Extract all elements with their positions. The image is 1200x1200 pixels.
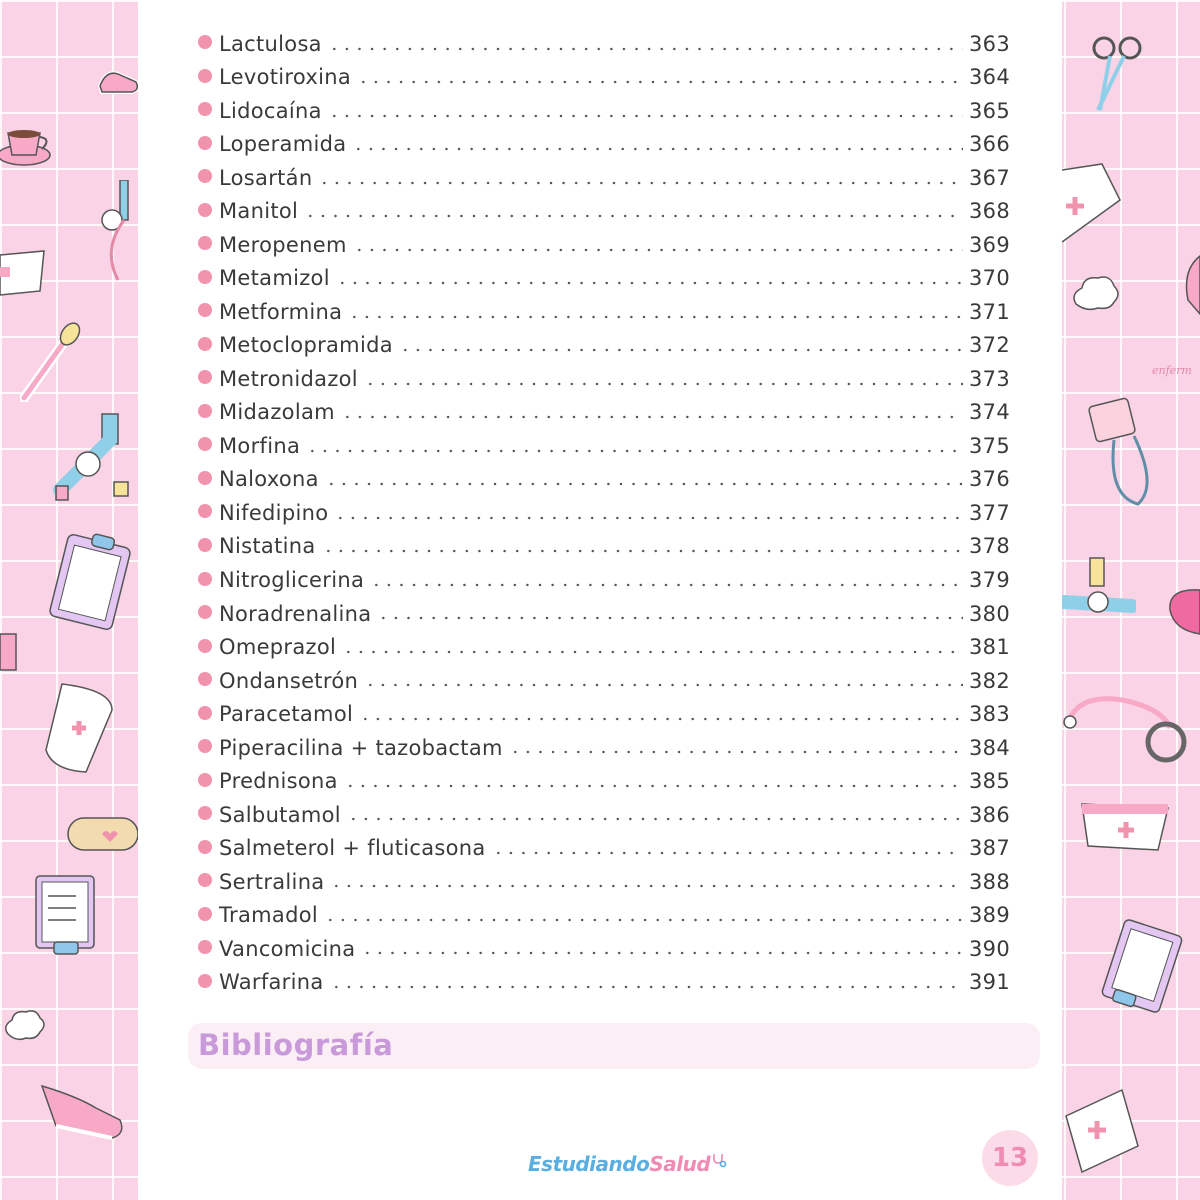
clipboard-icon — [34, 872, 98, 958]
toc-entry-page: 374 — [969, 400, 1010, 425]
section-title: Bibliografía — [198, 1028, 394, 1062]
toc-entry[interactable] — [198, 697, 1010, 731]
bullet-icon — [198, 907, 212, 921]
dot-leader — [341, 414, 963, 420]
bullet-icon — [198, 136, 212, 150]
toc-entry-name: Metamizol — [219, 266, 330, 291]
toc-entry-name: Salbutamol — [219, 802, 341, 827]
bullet-icon — [198, 102, 212, 116]
toc-entry-page: 382 — [969, 668, 1010, 693]
toc-entry-page: 379 — [969, 568, 1010, 592]
toc-entry[interactable] — [198, 228, 1010, 262]
dot-leader — [325, 481, 963, 487]
stethoscope-icon — [711, 1152, 727, 1168]
bullet-icon — [198, 35, 212, 49]
toc-entry-page: 380 — [969, 601, 1010, 626]
bullet-icon — [198, 974, 212, 988]
toc-entry[interactable] — [198, 496, 1010, 530]
toc-entry[interactable] — [198, 530, 1010, 564]
dot-leader — [306, 448, 963, 454]
watermark-text: enferm — [1152, 364, 1192, 377]
toc-entry-name: Levotiroxina — [219, 65, 352, 90]
toc-entry-page: 390 — [969, 936, 1010, 961]
dot-leader — [330, 883, 963, 889]
bullet-icon — [198, 437, 212, 451]
toc-entry-page: 367 — [969, 165, 1010, 190]
clipboard-icon — [48, 530, 134, 630]
bullet-icon — [198, 940, 212, 954]
dot-leader — [328, 46, 963, 52]
bullet-icon — [198, 806, 212, 820]
dot-leader — [377, 615, 963, 621]
toc-entry[interactable] — [198, 865, 1010, 899]
dot-leader — [370, 582, 963, 588]
bullet-icon — [198, 739, 212, 753]
dot-leader — [492, 850, 963, 856]
dot-leader — [336, 280, 963, 286]
page-number-badge — [982, 1130, 1038, 1186]
toc-entry-name: Manitol — [219, 199, 299, 224]
bullet-icon — [198, 471, 212, 485]
coffee-cup-icon — [0, 115, 58, 173]
logo-text-part2: Salud — [649, 1152, 711, 1176]
toc-entry-page: 370 — [969, 266, 1010, 291]
toc-entry[interactable] — [198, 563, 1010, 597]
page-number: 13 — [991, 1143, 1029, 1173]
toc-entry[interactable] — [198, 262, 1010, 296]
toc-entry-name: Metformina — [219, 299, 343, 324]
dot-leader — [330, 984, 963, 990]
bullet-icon — [198, 639, 212, 653]
bullet-icon — [198, 572, 212, 586]
dot-leader — [322, 548, 963, 554]
id-badge-icon — [1088, 396, 1160, 512]
bullet-icon — [198, 840, 212, 854]
dot-leader — [352, 146, 963, 152]
toc-entry[interactable] — [198, 27, 1010, 61]
dot-leader — [344, 783, 963, 789]
cloud-icon — [0, 1004, 46, 1050]
iv-valve-icon — [1062, 556, 1136, 628]
bullet-icon — [198, 504, 212, 518]
first-aid-kit-icon — [1062, 1086, 1140, 1176]
bullet-icon — [198, 873, 212, 887]
nurse-cap-icon — [1078, 800, 1172, 856]
toc-entry-page: 381 — [969, 635, 1010, 660]
scalpel-icon — [20, 322, 82, 402]
toc-entry-name: Salmeterol + fluticasona — [219, 836, 486, 861]
bullet-icon — [198, 303, 212, 317]
sneaker-icon — [36, 1076, 126, 1146]
table-of-contents — [198, 27, 1010, 999]
toc-entry-name: Ondansetrón — [219, 668, 359, 693]
toc-entry-page: 386 — [969, 802, 1010, 827]
toc-entry-name: Metoclopramida — [219, 333, 393, 358]
toc-entry[interactable] — [198, 932, 1010, 966]
logo-text-part1: Estudiando — [528, 1152, 650, 1176]
dot-leader — [334, 515, 963, 521]
toc-entry-name: Piperacilina + tazobactam — [219, 735, 503, 760]
toc-entry[interactable] — [198, 831, 1010, 865]
toc-entry[interactable] — [198, 396, 1010, 430]
toc-entry-page: 385 — [969, 769, 1010, 794]
toc-entry-name: Loperamida — [219, 132, 347, 157]
sneaker-icon — [1180, 250, 1200, 320]
bullet-icon — [198, 236, 212, 250]
dot-leader — [328, 113, 963, 119]
toc-entry[interactable] — [198, 597, 1010, 631]
toc-entry-page: 377 — [969, 500, 1010, 525]
toc-entry[interactable] — [198, 362, 1010, 396]
toc-entry-page: 391 — [969, 970, 1010, 995]
dot-leader — [304, 213, 963, 219]
toc-entry[interactable] — [198, 965, 1010, 999]
toc-entry-name: Naloxona — [219, 467, 319, 492]
toc-entry-page: 373 — [969, 366, 1010, 391]
stethoscope-icon — [1062, 688, 1192, 772]
toc-entry-page: 364 — [969, 65, 1010, 90]
toc-entry-name: Noradrenalina — [219, 601, 372, 626]
brand-logo — [528, 1152, 727, 1176]
toc-entry-name: Lactulosa — [219, 31, 322, 56]
dot-leader — [357, 79, 963, 85]
dot-leader — [318, 180, 963, 186]
section-header-bar[interactable] — [188, 1023, 1040, 1069]
toc-entry-name: Losartán — [219, 165, 313, 190]
bullet-icon — [198, 270, 212, 284]
toc-entry-page: 389 — [969, 903, 1010, 928]
toc-entry-page: 372 — [969, 333, 1010, 358]
toc-entry[interactable] — [198, 764, 1010, 798]
sneaker-icon — [96, 60, 140, 100]
toc-entry-name: Sertralina — [219, 869, 325, 894]
toc-entry-name: Nitroglicerina — [219, 568, 365, 592]
clipboard-icon — [1100, 916, 1186, 1016]
nurse-cap-icon — [0, 245, 48, 301]
toc-entry-page: 383 — [969, 702, 1010, 727]
syringe-icon — [0, 630, 20, 674]
dot-leader — [509, 749, 963, 755]
bullet-icon — [198, 706, 212, 720]
toc-entry-name: Tramadol — [219, 903, 318, 928]
toc-entry-page: 365 — [969, 98, 1010, 123]
toc-entry[interactable] — [198, 61, 1010, 95]
first-aid-kit-icon — [1062, 160, 1122, 250]
bullet-icon — [198, 169, 212, 183]
toc-entry-page: 376 — [969, 467, 1010, 492]
scissors-icon — [1084, 34, 1150, 116]
toc-entry-page: 366 — [969, 132, 1010, 157]
iv-valve-icon — [52, 410, 136, 506]
bullet-icon — [198, 337, 212, 351]
dot-leader — [342, 649, 963, 655]
dot-leader — [364, 682, 963, 688]
toc-entry[interactable] — [198, 128, 1010, 162]
toc-entry-name: Morfina — [219, 433, 301, 458]
dot-leader — [324, 917, 963, 923]
toc-entry-page: 378 — [969, 534, 1010, 559]
toc-entry[interactable] — [198, 798, 1010, 832]
toc-entry[interactable] — [198, 898, 1010, 932]
toc-entry-name: Omeprazol — [219, 635, 337, 660]
toc-entry-name: Metronidazol — [219, 366, 358, 391]
dot-leader — [361, 950, 963, 956]
bullet-icon — [198, 605, 212, 619]
toc-entry[interactable] — [198, 630, 1010, 664]
bullet-icon — [198, 773, 212, 787]
cloud-icon — [1068, 270, 1124, 320]
iv-valve-icon — [98, 180, 140, 290]
toc-entry-page: 363 — [969, 31, 1010, 56]
toc-entry-page: 369 — [969, 232, 1010, 257]
toc-entry-name: Nistatina — [219, 534, 316, 559]
bandage-icon — [66, 812, 138, 856]
toc-entry[interactable] — [198, 295, 1010, 329]
toc-entry-name: Vancomicina — [219, 936, 356, 961]
toc-entry-name: Paracetamol — [219, 702, 354, 727]
bullet-icon — [198, 203, 212, 217]
nurse-cap-icon — [42, 680, 116, 776]
toc-entry-name: Meropenem — [219, 232, 347, 257]
toc-entry-page: 387 — [969, 836, 1010, 861]
toc-entry[interactable] — [198, 429, 1010, 463]
toc-entry-page: 388 — [969, 869, 1010, 894]
toc-entry-name: Lidocaína — [219, 98, 322, 123]
heart-icon — [1164, 584, 1200, 640]
toc-entry[interactable] — [198, 329, 1010, 363]
content-page — [138, 0, 1062, 1200]
toc-entry-name: Warfarina — [219, 970, 324, 995]
toc-entry[interactable] — [198, 731, 1010, 765]
bullet-icon — [198, 672, 212, 686]
toc-entry[interactable] — [198, 195, 1010, 229]
dot-leader — [364, 381, 963, 387]
bullet-icon — [198, 538, 212, 552]
bullet-icon — [198, 404, 212, 418]
toc-entry-name: Nifedipino — [219, 500, 329, 525]
toc-entry-page: 368 — [969, 199, 1010, 224]
dot-leader — [399, 347, 963, 353]
toc-entry-page: 375 — [969, 433, 1010, 458]
bullet-icon — [198, 69, 212, 83]
toc-entry-page: 384 — [969, 735, 1010, 760]
dot-leader — [359, 716, 963, 722]
toc-entry-name: Midazolam — [219, 400, 335, 425]
dot-leader — [353, 247, 963, 253]
toc-entry[interactable] — [198, 161, 1010, 195]
toc-entry-page: 371 — [969, 299, 1010, 324]
toc-entry[interactable] — [198, 664, 1010, 698]
toc-entry[interactable] — [198, 463, 1010, 497]
dot-leader — [348, 314, 963, 320]
toc-entry[interactable] — [198, 94, 1010, 128]
bullet-icon — [198, 370, 212, 384]
dot-leader — [347, 816, 963, 822]
toc-entry-name: Prednisona — [219, 769, 338, 794]
